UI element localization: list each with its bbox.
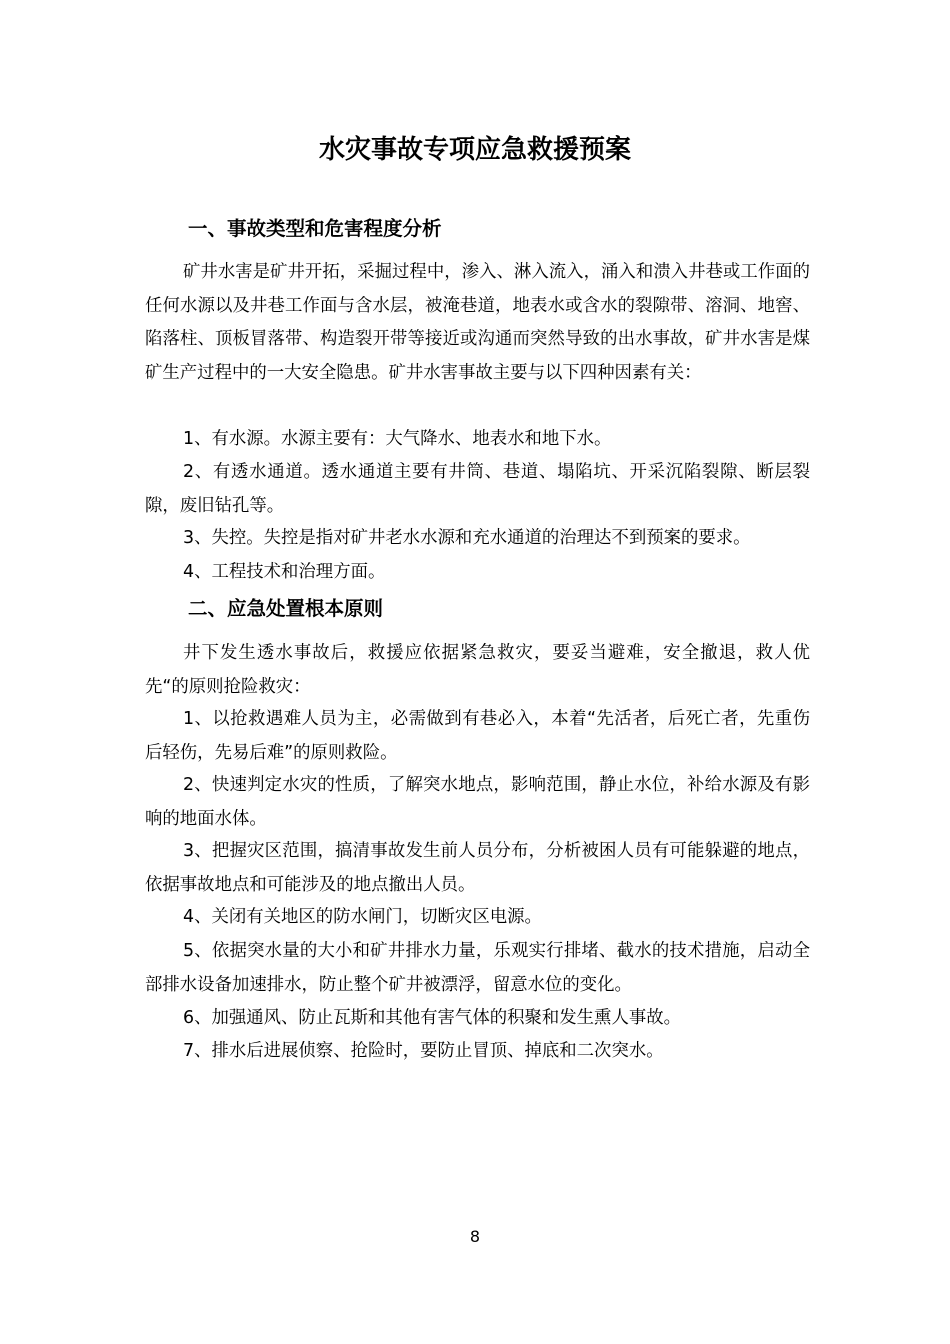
paragraph-principle-4: 4、关闭有关地区的防水闸门，切断灾区电源。 (183, 907, 542, 927)
paragraph-principle-6: 6、加强通风、防止瓦斯和其他有害气体的积聚和发生熏人事故。 (183, 1008, 682, 1028)
paragraph-factor-channel: 2、有透水通道。透水通道主要有井筒、巷道、塌陷坑、开采沉陷裂隙、断层裂隙，废旧钻孔等。 (145, 462, 810, 516)
paragraph-principle-2: 2、快速判定水灾的性质，了解突水地点，影响范围，静止水位，补给水源及有影响的地面水体。 (145, 775, 810, 829)
paragraph-principle-1: 1、以抢救遇难人员为主，必需做到有巷必入，本着“先活者，后死亡者，先重伤后轻伤，先易后难”的原则救险。 (145, 709, 810, 763)
paragraph-principle-3: 3、把握灾区范围，搞清事故发生前人员分布，分析被困人员有可能躲避的地点，依据事故地点和可能涉及的地点撤出人员。 (145, 841, 810, 895)
page-title: 水灾事故专项应急救援预案 (318, 135, 631, 165)
paragraph-principles-intro: 井下发生透水事故后，救援应依据紧急救灾，要妥当避难，安全撤退，救人优先“的原则抢险救灾： (145, 643, 810, 697)
paragraph-factor-engineering: 4、工程技术和治理方面。 (183, 562, 386, 582)
paragraph-factor-loss-of-control: 3、失控。失控是指对矿井老水水源和充水通道的治理达不到预案的要求。 (183, 528, 751, 548)
paragraph-principle-7: 7、排水后进展侦察、抢险时，要防止冒顶、掉底和二次突水。 (183, 1041, 664, 1061)
paragraph-mine-water-hazard: 矿井水害是矿井开拓，采掘过程中，渗入、淋入流入，涌入和溃入井巷或工作面的任何水源以及井巷工作面与含水层，被淹巷道，地表水或含水的裂隙带、溶洞、地窖、陷落柱、顶板冒落带、构造裂开带等接近或沟通而突然导致的出水事故，矿井水害是煤矿生产过程中的一大安全隐患。矿井水害事故主要与以下四种因素有关： (145, 262, 810, 383)
paragraph-principle-5: 5、依据突水量的大小和矿井排水力量，乐观实行排堵、截水的技术措施，启动全部排水设备加速排水，防止整个矿井被漂浮，留意水位的变化。 (145, 941, 810, 995)
section-heading-accident-types: 一、事故类型和危害程度分析 (188, 217, 442, 240)
page-number: 8 (469, 1227, 481, 1246)
paragraph-factor-water-source: 1、有水源。水源主要有：大气降水、地表水和地下水。 (183, 429, 612, 449)
section-heading-principles: 二、应急处置根本原则 (188, 597, 384, 620)
